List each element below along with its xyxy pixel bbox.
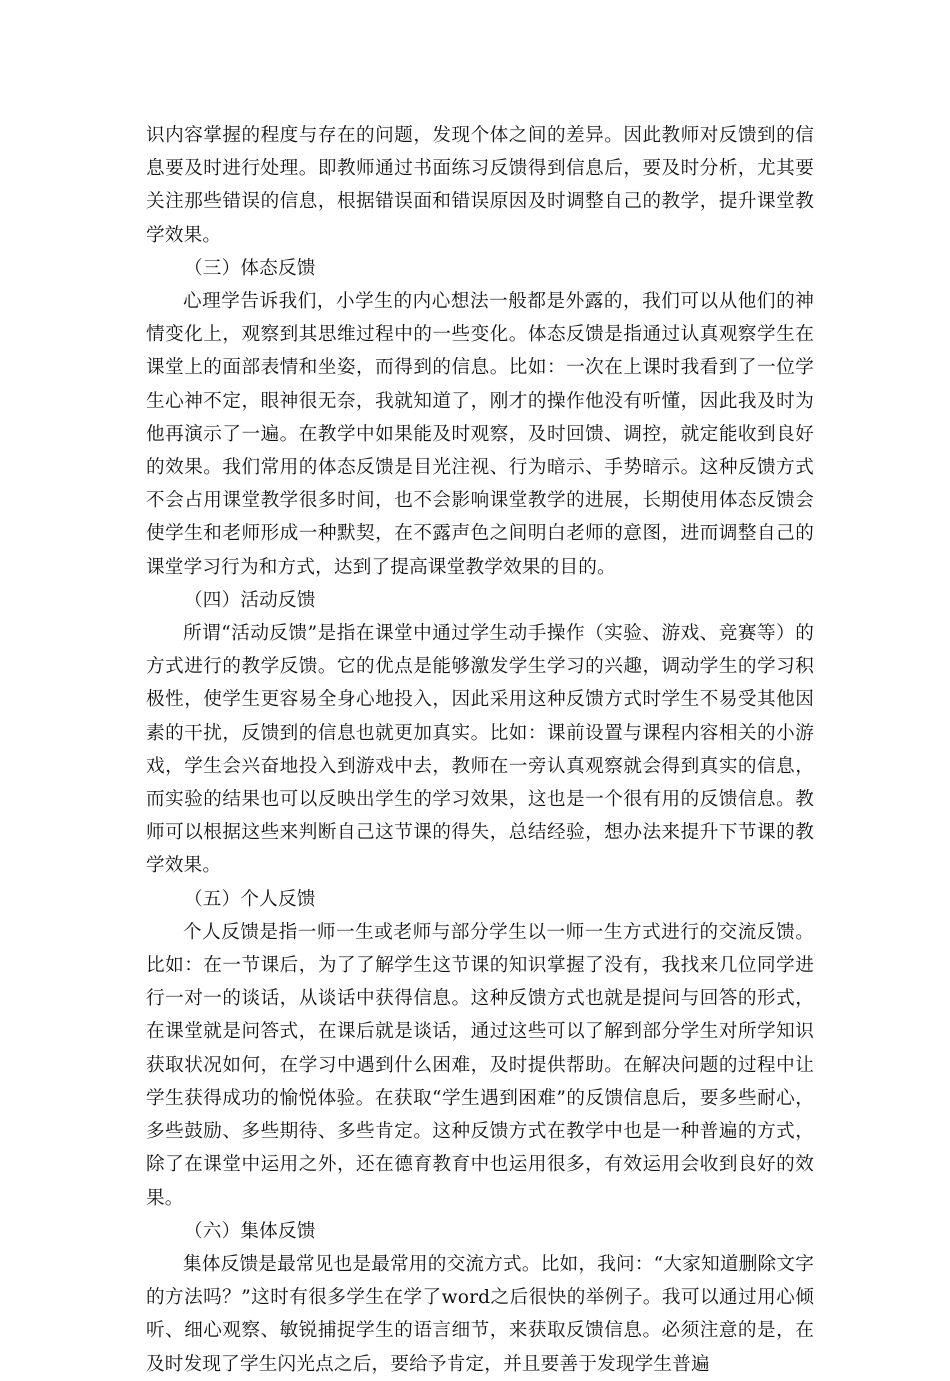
paragraph-posture-feedback: 心理学告诉我们，小学生的内心想法一般都是外露的，我们可以从他们的神情变化上，观察到其思维过程中的一些变化。体态反馈是指通过认真观察学生在课堂上的面部表情和坐姿，而得到的信息。比如：一次在上课时我看到了一位学生心神不定，眼神很无奈，我就知道了，刚才的操作他没有听懂，因此我及时为他再演示了一遍。在教学中如果能及时观察，及时回馈、调控，就定能收到良好的效果。我们常用的体态反馈是目光注视、行为暗示、手势暗示。这种反馈方式不会占用课堂教学很多时间，也不会影响课堂教学的进展，长期使用体态反馈会使学生和老师形成一种默契，在不露声色之间明白老师的意图，进而调整自己的课堂学习行为和方式，达到了提高课堂教学效果的目的。 [146,291,814,578]
paragraph-individual-feedback: 个人反馈是指一师一生或老师与部分学生以一师一生方式进行的交流反馈。比如：在一节课后，为了了解学生这节课的知识掌握了没有，我找来几位同学进行一对一的谈话，从谈话中获得信息。这种反馈方式也就是提问与回答的形式，在课堂就是问答式，在课后就是谈话，通过这些可以了解到部分学生对所学知识获取状况如何，在学习中遇到什么困难，及时提供帮助。在解决问题的过程中让学生获得成功的愉悦体验。在获取“学生遇到困难”的反馈信息后，要多些耐心，多些鼓励、多些期待、多些肯定。这种反馈方式在教学中也是一种普遍的方式，除了在课堂中运用之外，还在德育教育中也运用很多，有效运用会收到良好的效果。 [146,921,814,1209]
section-heading-posture-feedback: （三）体态反馈 [184,257,316,279]
paragraph-activity-feedback: 所谓“活动反馈”是指在课堂中通过学生动手操作（实验、游戏、竞赛等）的方式进行的教学反馈。它的优点是能够激发学生学习的兴趣，调动学生的学习积极性，使学生更容易全身心地投入，因此采用这种反馈方式时学生不易受其他因素的干扰，反馈到的信息也就更加真实。比如：课前设置与课程内容相关的小游戏，学生会兴奋地投入到游戏中去，教师在一旁认真观察就会得到真实的信息，而实验的结果也可以反映出学生的学习效果，这也是一个很有用的反馈信息。教师可以根据这些来判断自己这节课的得失，总结经验，想办法来提升下节课的教学效果。 [146,623,814,877]
section-heading-individual-feedback: （五）个人反馈 [184,888,316,910]
document-body [146,119,814,1381]
section-heading-activity-feedback: （四）活动反馈 [184,589,316,611]
paragraph-group-feedback: 集体反馈是最常见也是最常用的交流方式。比如，我问：“大家知道删除文字的方法吗？”这时有很多学生在学了word之后很快的举例子。我可以通过用心倾听、细心观察、敏锐捕捉学生的语言细节，来获取反馈信息。必须注意的是，在及时发现了学生闪光点之后，要给予肯定，并且要善于发现学生普遍 [146,1253,814,1375]
paragraph-continued: 识内容掌握的程度与存在的问题，发现个体之间的差异。因此教师对反馈到的信息要及时进行处理。即教师通过书面练习反馈得到信息后，要及时分析，尤其要关注那些错误的信息，根据错误面和错误原因及时调整自己的教学，提升课堂教学效果。 [146,125,814,246]
section-heading-group-feedback: （六）集体反馈 [184,1220,316,1242]
